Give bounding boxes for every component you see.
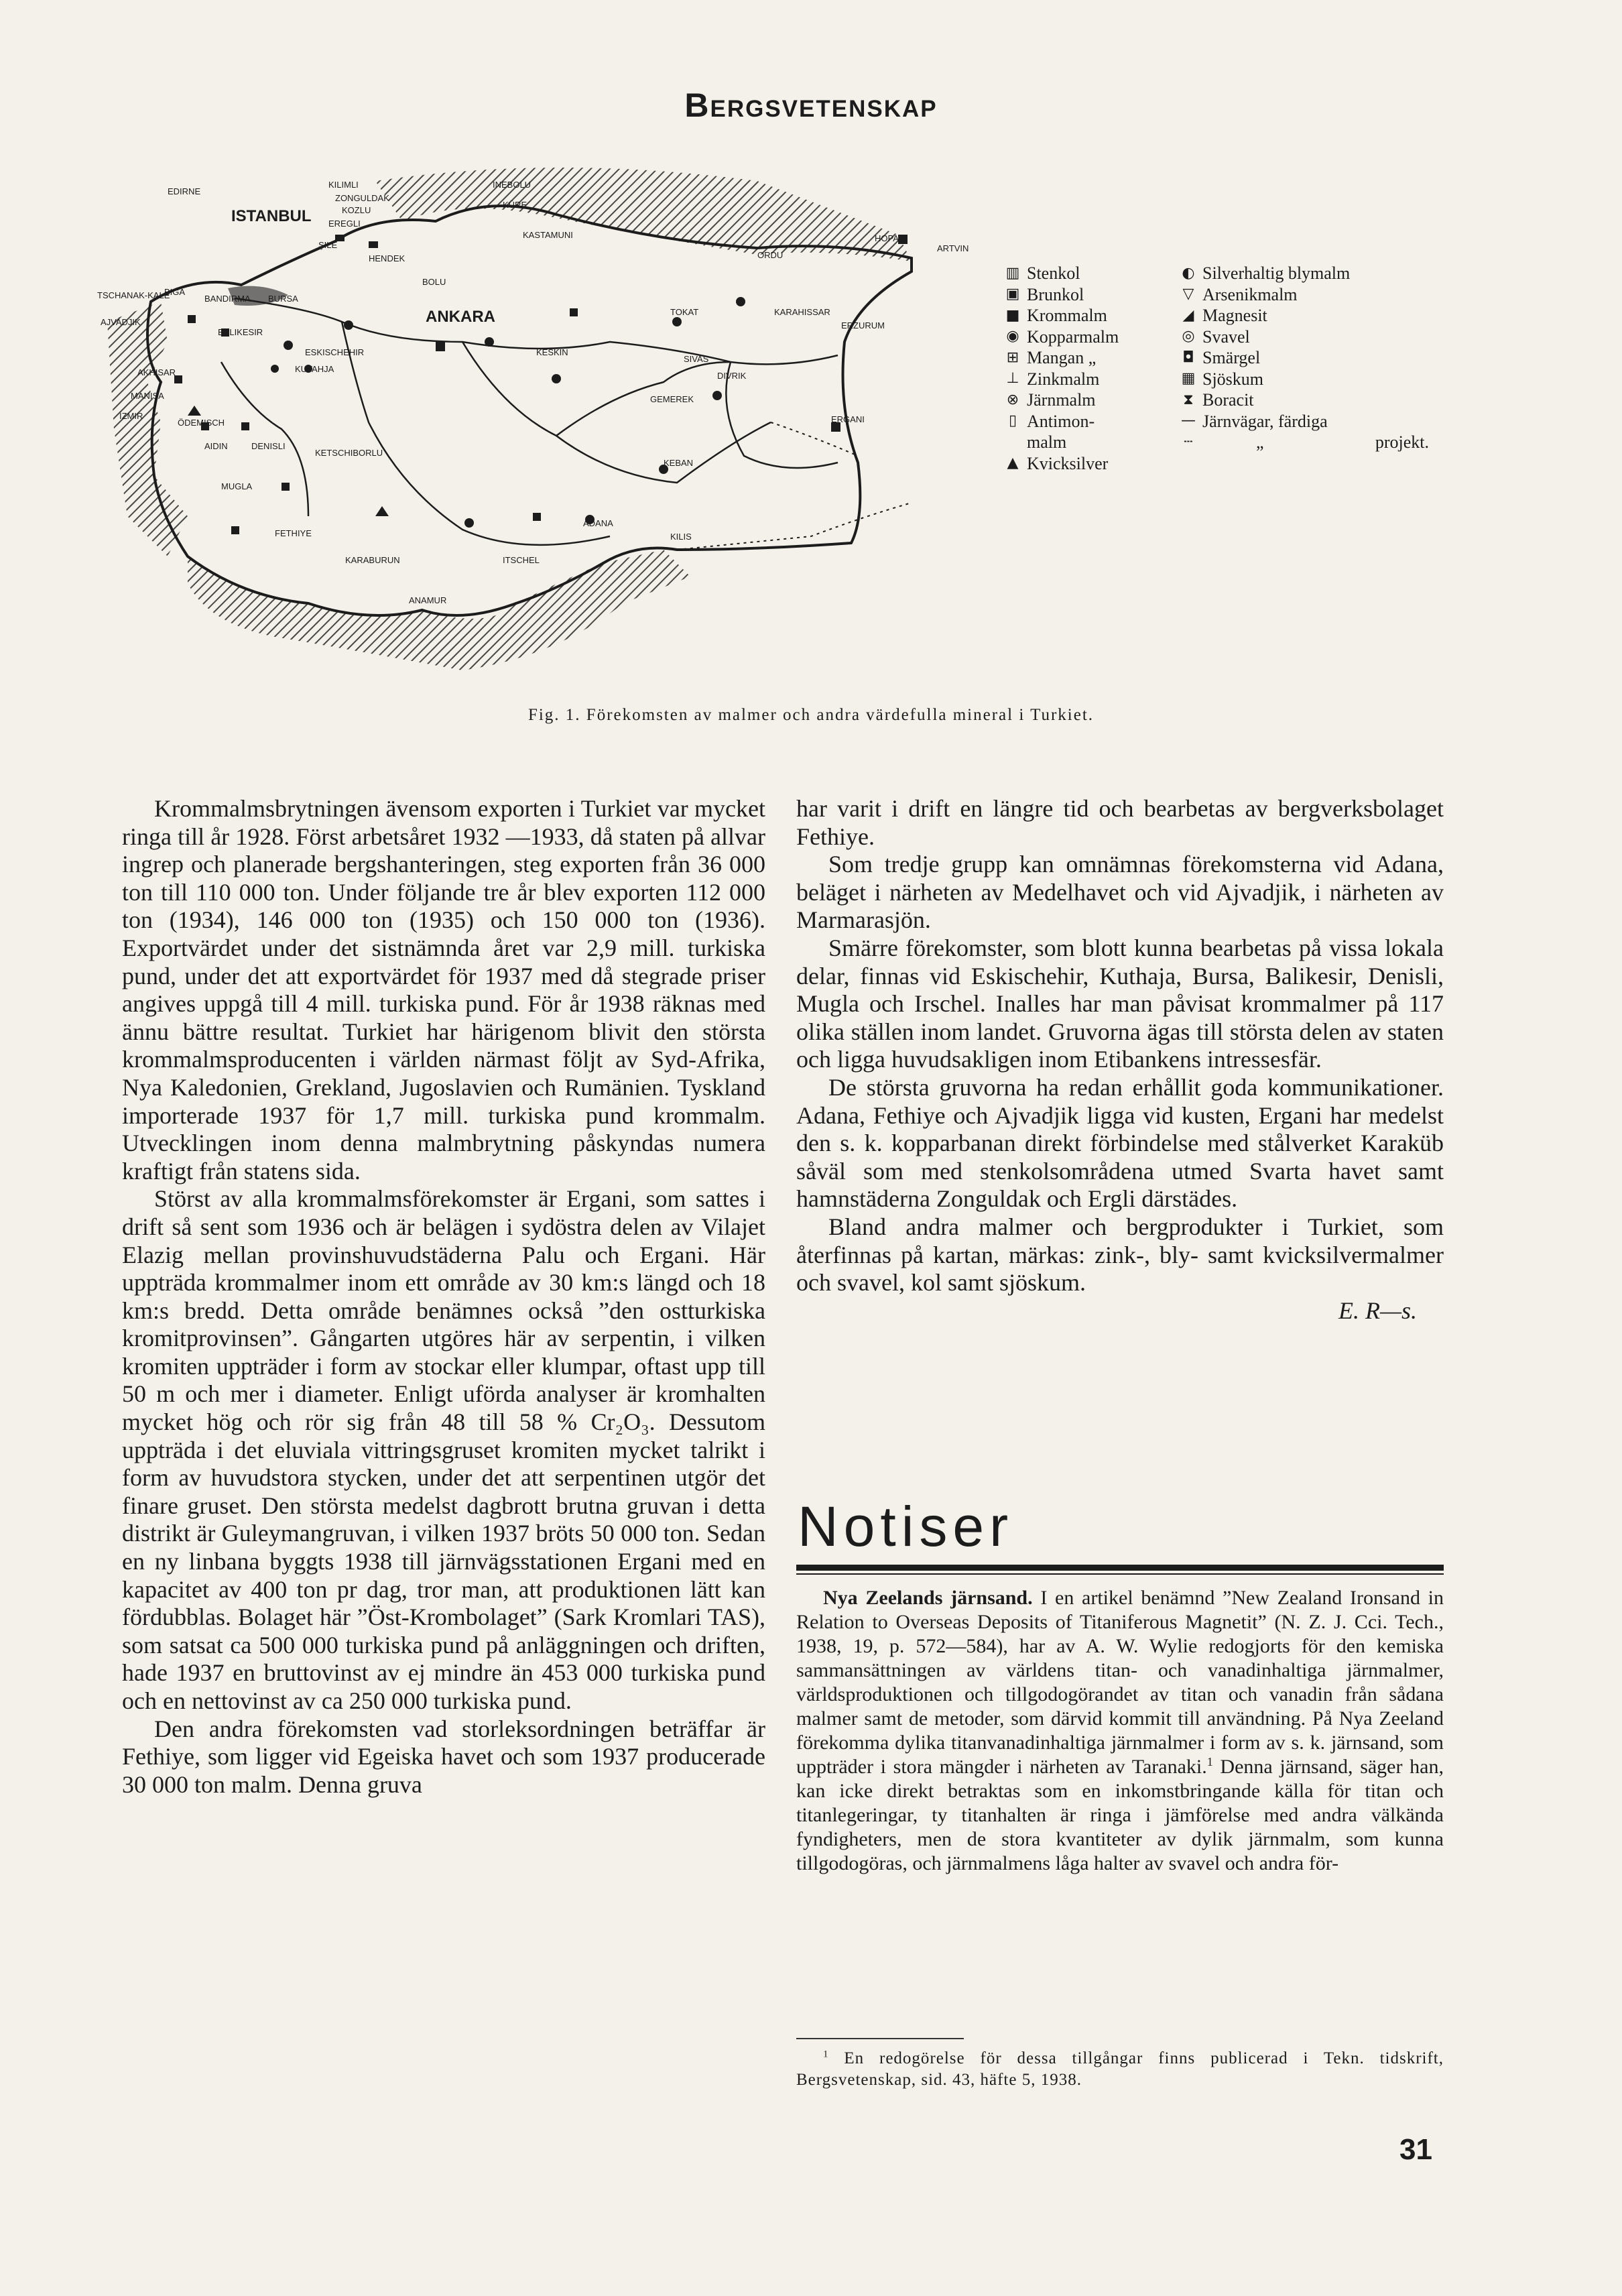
emery-icon: ◘ (1182, 349, 1194, 366)
city-label: GEMEREK (650, 394, 694, 404)
city-label: KASTAMUNI (523, 230, 573, 240)
paragraph: Krommalmsbrytningen ävensom exporten i Turkiet var mycket ringa till år 1928. Först arbetsåret 1932 —1933, då staten på allvar ingrep och planerade bergshanteringen, steg exporten från 36 000 ton till 110 000 ton. Under följande tre år blev exporten 112 000 ton (1934), 146 000 ton (1935) och 150 000 ton (1936). Exportvärdet under det sistnämnda året var 2,9 mill. turkiska pund, under det att exportvärdet för 1937 med då stegrade priser angives uppgå till 4 mill. turkiska pund. För år 1938 räknas med ännu bättre resultat. Turkiet har härigenom blivit den största krommalmsproducenten i världen närmast följt av Syd-Afrika, Nya Kaledonien, Grekland, Jugoslavien och Rumänien. Tyskland importerade 1937 för 1,7 mill. turkiska pund krommalm. Utvecklingen inom denna malmbrytning påskyndas numera kraftigt från statens sida. (122, 795, 765, 1185)
legend-item: ▦ Sjöskum (1181, 369, 1264, 389)
mercury-icon: ▲ (1007, 455, 1019, 472)
city-label: ANAMUR (409, 595, 447, 605)
notis-item (796, 1586, 1444, 1876)
paragraph: har varit i drift en längre tid och bearbetas av bergverksbolaget Fethiye. (796, 795, 1444, 850)
city-label: İZMIR (119, 411, 143, 421)
city-label: FETHIYE (275, 528, 312, 538)
city-label: ARTVIN (937, 243, 969, 253)
legend-column-right (1181, 263, 1449, 453)
city-label: ORDU (757, 250, 784, 260)
city-label: INEBOLU (493, 180, 532, 190)
zinc-ore-icon: ⊥ (1006, 370, 1019, 387)
city-label: ERGANI (831, 414, 865, 424)
city-label: SIVAS (684, 354, 709, 364)
legend-item: ▣ Brunkol (1005, 284, 1084, 304)
silver-lead-ore-icon: ◐ (1182, 264, 1195, 282)
chromium-ore-icon: ■ (1005, 306, 1020, 324)
city-label: DENISLI (251, 441, 286, 451)
city-label: KETSCHIBORLU (315, 448, 383, 458)
city-label: BALIKESIR (218, 327, 263, 337)
city-label: ADANA (583, 518, 613, 528)
city-label: AIDIN (204, 441, 228, 451)
city-label: KESKIN (536, 347, 568, 357)
footnote-mark: 1 (823, 2049, 829, 2060)
city-label: BOLU (422, 277, 446, 287)
legend-item: ▯ Antimon- (1005, 411, 1180, 432)
city-label: DIVRIK (717, 371, 747, 381)
projected-railways (677, 422, 912, 550)
city-label: ŞILE (318, 240, 338, 250)
sulfur-icon: ◎ (1182, 328, 1195, 345)
projected-railway-icon: ┄ (1184, 433, 1193, 450)
city-label: MANISA (131, 391, 164, 401)
copper-ore-icon: ◉ (1006, 328, 1019, 345)
city-label: KARABURUN (345, 555, 400, 565)
footnote-text: En redogörelse för dessa tillgångar finns publicerad i Tekn. tidskrift, Bergsvetenskap, sid. 43, häfte 5, 1938. (796, 2049, 1444, 2089)
page-number: 31 (1399, 2133, 1432, 2166)
city-label: BIGA (164, 287, 186, 297)
legend-item: ◘ Smärgel (1181, 347, 1449, 369)
article-column-left (122, 795, 765, 1799)
legend-item: ⊞ Mangan „ (1006, 348, 1097, 367)
author-signature: E. R—s. (1338, 1296, 1417, 1324)
turkey-mineral-map (87, 141, 985, 711)
notis-title: Nya Zeelands järnsand. (823, 1587, 1033, 1609)
city-label: ITSCHEL (503, 555, 540, 565)
city-label: KILIS (670, 532, 692, 542)
legend-item: ◉ Kopparmalm (1006, 326, 1119, 347)
city-label: TOKAT (670, 307, 699, 317)
legend-item: ◐ Silverhaltig blymalm (1182, 263, 1351, 283)
city-label: ZONGULDAK (335, 193, 389, 203)
legend-item: ■ Krommalm (1005, 306, 1107, 325)
city-label: AJVADJIK (101, 317, 141, 327)
notis-body: I en artikel benämnd ”New Zealand Ironsand in Relation to Overseas Deposits of Titaniferous Magnetit” (N. Z. J. Cci. Tech., 1938, 19, p. 572—584), har av A. W. Wylie redogjorts för den kemiska sammansättningen av världens titan- och vanadinhaltiga järnmalmer, världsproduktionen och tillgodogörandet av titan och vanadin från sådana malmer samt de metoder, som därvid kommit till användning. På Nya Zeeland förekomma dylika titanvanadinhaltiga järnmalmer i form av s. k. järnsand, som uppträder i stora mängder i närheten av Taranaki. (796, 1587, 1444, 1778)
city-label: AKHISAR (137, 367, 176, 377)
paragraph: Smärre förekomster, som blott kunna bearbetas på vissa lokala delar, finnas vid Eskischehir, Kuthaja, Bursa, Balikesir, Denisli, Mugla och Irschel. Inalles har man påvisat krommalmer på 117 olika ställen inom landet. Gruvorna ägas till största delen av staten och ligga huvudsakligen inom Etibankens intressesfär. (796, 934, 1444, 1073)
paragraph: De största gruvorna ha redan erhållit goda kommunikationer. Adana, Fethiye och Ajvadjik ligga vid kusten, Ergani har medelst den s. k. kopparbanan direkt förbindelse med stålverket Karaküb såväl som med stenkolsområdena utmed Svarta havet samt hamnstäderna Zonguldak och Ergli därstädes. (796, 1073, 1444, 1213)
section-heading: Notiser (798, 1495, 1014, 1558)
legend-item: — Järnvägar, färdiga (1181, 411, 1328, 431)
city-label: TSCHANAK-KALE (97, 290, 170, 300)
legend-item: ◎ Svavel (1182, 326, 1250, 347)
legend-item: malm (1027, 432, 1067, 452)
antimony-ore-icon: ▯ (1008, 412, 1017, 430)
city-label: MUGLA (221, 481, 253, 491)
meerschaum-icon: ▦ (1181, 370, 1196, 387)
city-label: HENDEK (369, 253, 406, 263)
paragraph: Bland andra malmer och bergprodukter i Turkiet, som återfinnas på kartan, märkas: zink-, bly- samt kvicksilvermalmer och svavel, kol samt sjöskum. (796, 1213, 1444, 1296)
city-label: KEBAN (664, 458, 694, 468)
legend-column-left (1005, 263, 1180, 474)
legend-item: ⊗ Järnmalm (1006, 390, 1096, 410)
magnesite-icon: ◢ (1182, 306, 1194, 324)
manganese-ore-icon: ⊞ (1006, 349, 1019, 366)
city-label: ESKISCHEHIR (305, 347, 365, 357)
coal-icon: ▥ (1005, 264, 1020, 282)
city-label: BANDIRMA (204, 294, 251, 304)
mineral-symbols (174, 235, 908, 534)
section-rule (796, 1565, 1444, 1571)
city-label: EDIRNE (168, 186, 201, 196)
railways (221, 298, 838, 545)
city-label: ERZURUM (841, 320, 885, 330)
notis-body-continued: Denna järnsand, säger han, kan icke direkt betraktas som en inkomstbringande källa för titan och titanlegeringar, ty titanhalten är ringa i jämförelse med andra välkända fyndigheters, men de stora kvantiteter av dylik järnmalm, som kunna tillgodogöras, och järnmalmens låga halter av svavel och andra för- (796, 1756, 1444, 1874)
city-label: ÖDEMISCH (178, 418, 225, 428)
figure-caption: Fig. 1. Förekomsten av malmer och andra värdefulla mineral i Turkiet. (527, 706, 1095, 724)
city-label: HOPA (875, 233, 899, 243)
city-label: KARAHISSAR (774, 307, 830, 317)
legend-item: ▽ Arsenikmalm (1181, 284, 1449, 306)
legend-item: ┄ „ projekt. (1181, 432, 1449, 453)
legend-item: ⧗ Boracit (1181, 389, 1449, 411)
paragraph: Som tredje grupp kan omnämnas förekomsterna vid Adana, beläget i närheten av Medelhavet och vid Ajvadjik, i närheten av Marmarasjön. (796, 851, 1444, 934)
footnote-rule (796, 2038, 964, 2039)
mediterranean-hatching (188, 550, 690, 670)
footnote (796, 2048, 1444, 2091)
legend-item: ⊥ Zinkmalm (1006, 369, 1100, 389)
city-label: ISTANBUL (231, 207, 312, 225)
iron-ore-icon: ⊗ (1006, 391, 1019, 408)
article-column-right (796, 795, 1444, 1325)
lignite-icon: ▣ (1005, 286, 1020, 303)
boracite-icon: ⧗ (1183, 391, 1194, 408)
footnote-reference: 1 (1206, 1755, 1213, 1768)
city-label: BURSA (268, 294, 298, 304)
arsenic-ore-icon: ▽ (1182, 286, 1194, 303)
legend-item: ▥ Stenkol (1005, 263, 1080, 283)
city-label: KILIMLI (328, 180, 359, 190)
paragraph: Störst av alla krommalmsförekomster är Ergani, som sattes i drift så sent som 1936 och är belägen i sydöstra delen av Vilajet Elazig mellan provinshuvudstäderna Palu och Ergani. Här uppträda krommalmer inom ett område av 30 km:s längd och 18 km:s bredd. Detta område benämnes också ”den ostturkiska kromitprovinsen”. Gångarten utgöres här av serpentin, i vilken kromiten uppträder i form av stockar eller klumpar, oftast upp till 50 m och mer i diameter. Enligt uförda analyser är kromhalten mycket hög och rör sig från 48 till 58 % Cr₂O₃. Dessutom uppträda i det eluviala vittringsgruset kromiten mycket talrikt i form av huvudstora stycken, under det att serpentinen utgör det finare gruset. Den största medelst dagbrott brutna gruvan i detta distrikt är Guleymangruvan, i vilken 1937 bröts 50 000 ton. Sedan en ny linbana byggts 1938 till järnvägsstationen Ergani med en kapacitet av 400 ton pr dag, tror man, att produktionen lätt kan fördubblas. Bolaget här ”Öst-Krombolaget” (Sark Kromlari TAS), som satsat ca 500 000 turkiska pund på anläggningen och driften, hade 1937 en bruttovinst av ej mindre än 453 000 turkiska pund och en nettovinst av ca 250 000 turkiska pund. (122, 1185, 765, 1714)
city-label: ANKARA (426, 308, 495, 326)
city-label: KUTAHJA (295, 364, 334, 374)
railway-line-icon: — (1181, 412, 1196, 430)
section-rule-thin (796, 1573, 1444, 1575)
legend-item: ◢ Magnesit (1181, 305, 1449, 326)
city-label: KÜRE (503, 200, 527, 210)
page-title: Bergsvetenskap (684, 86, 938, 124)
legend-item: ▲ Kvicksilver (1005, 453, 1180, 475)
paragraph: Den andra förekomsten vad storleksordningen beträffar är Fethiye, som ligger vid Egeiska havet och som 1937 producerade 30 000 ton malm. Denna gruva (122, 1715, 765, 1798)
city-label: KOZLU (342, 205, 371, 215)
turkey-outline (147, 206, 912, 615)
city-label: EREGLI (328, 219, 361, 229)
